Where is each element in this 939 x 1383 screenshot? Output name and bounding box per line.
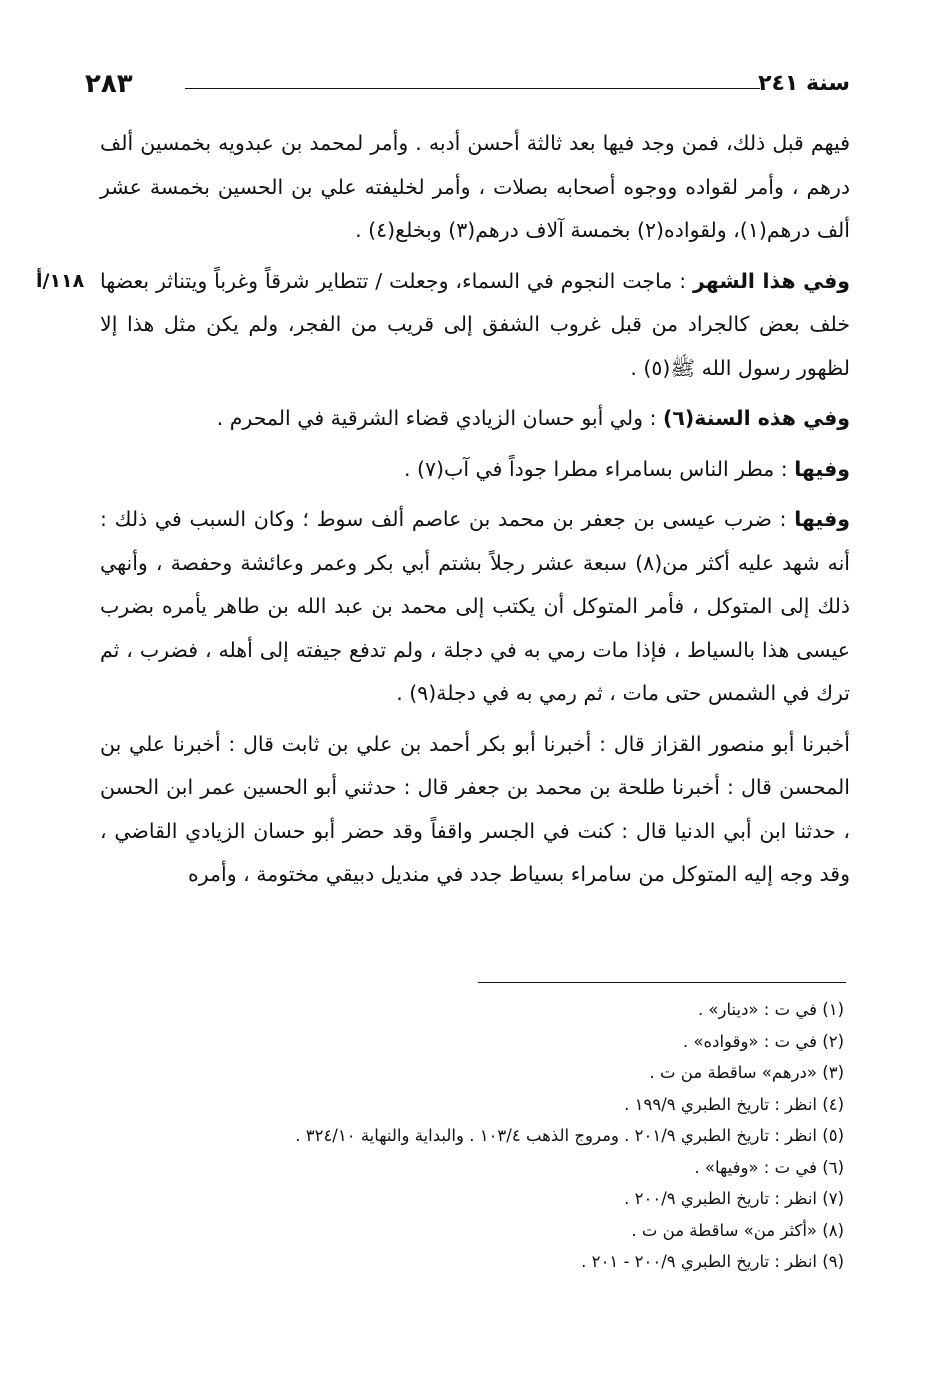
footnote: (١) في ت : «دينار» . [697, 1000, 844, 1019]
paragraph [100, 498, 850, 716]
footnote: (٣) «درهم» ساقطة من ت . [649, 1063, 844, 1082]
paragraph-lead: وفي هذا الشهر [693, 268, 850, 293]
paragraph-text: فيهم قبل ذلك، فمن وجد فيها بعد ثالثة أحسن أدبه . وأمر لمحمد بن عبدويه بخمسين ألف درهم ، وأمر لقواده ووجوه أصحابه بصلات ، وأمر لخليفته علي بن الحسين بخمسة عشر ألف درهم(١)، ولقواده(٢) بخمسة آلاف درهم(٣) وبخلع(٤) . [100, 131, 850, 242]
footnotes [204, 994, 844, 1278]
paragraph-text: : مطر الناس بسامراء مطرا جوداً في آب(٧) . [404, 456, 795, 481]
footnote-separator [478, 982, 846, 983]
footnote: (٩) انظر : تاريخ الطبري ٢٠٠/٩ - ٢٠١ . [581, 1252, 844, 1271]
paragraph-lead: وفي هذه السنة(٦) [663, 406, 850, 430]
main-text [100, 122, 850, 904]
paragraph [100, 122, 850, 253]
header-rule [185, 88, 760, 89]
footnote: (٨) «أكثر من» ساقطة من ت . [631, 1220, 844, 1240]
paragraph-text: أخبرنا أبو منصور القزاز قال : أخبرنا أبو بكر أحمد بن علي بن ثابت قال : أخبرنا علي بن المحسن قال : أخبرنا طلحة بن محمد بن جعفر قال : حدثني أبو الحسين عمر ابن الحسن ، حدثنا ابن أبي الدنيا قال : كنت في الجسر واقفاً وقد حضر أبو حسان الزيادي القاضي ، وقد وجه إليه المتوكل من سامراء بسياط جدد في منديل دبيقي مختومة ، وأمره [100, 731, 850, 886]
footnote: (٥) انظر : تاريخ الطبري ٢٠١/٩ . ومروج الذهب ١٠٣/٤ . والبداية والنهاية ٣٢٤/١٠ . [295, 1126, 844, 1145]
page-header [85, 64, 850, 104]
footnote: (٢) في ت : «وقواده» . [682, 1031, 844, 1051]
paragraph [100, 397, 850, 441]
paragraph-text: : ولي أبو حسان الزيادي قضاء الشرقية في المحرم . [216, 406, 664, 430]
paragraph [100, 448, 850, 492]
paragraph-lead: وفيها [794, 507, 850, 531]
footnote: (٧) انظر : تاريخ الطبري ٢٠٠/٩ . [624, 1189, 844, 1208]
paragraph-text: : ماجت النجوم في السماء، وجعلت / تتطاير شرقاً وغرباً ويتناثر بعضها خلف بعض كالجراد من قبل غروب الشفق إلى قريب من الفجر، ولم يكن مثل هذا إلا لظهور رسول الله ﷺ(٥) . [100, 268, 850, 380]
footnote: (٦) في ت : «وفيها» . [694, 1157, 844, 1177]
paragraph [100, 260, 850, 391]
footnote: (٤) انظر : تاريخ الطبري ١٩٩/٩ . [624, 1094, 844, 1114]
running-head-year: سنة ٢٤١ [758, 71, 850, 96]
manuscript-folio-note: ١١٨/أ [36, 270, 85, 292]
paragraph [100, 723, 850, 897]
paragraph-lead: وفيها [794, 456, 850, 481]
page-number: ٢٨٣ [85, 69, 133, 99]
paragraph-text: : ضرب عيسى بن جعفر بن محمد بن عاصم ألف سوط ؛ وكان السبب في ذلك : أنه شهد عليه أكثر من(٨) سبعة عشر رجلاً بشتم أبي بكر وعمر وعائشة وحفصة ، وأنهي ذلك إلى المتوكل ، فأمر المتوكل أن يكتب إلى محمد بن عبد الله بن طاهر يأمره بضرب عيسى هذا بالسياط ، فإذا مات رمي به في دجلة ، ولم تدفع جيفته إلى أهله ، فضرب ، ثم ترك في الشمس حتى مات ، ثم رمي به في دجلة(٩) . [100, 507, 850, 705]
